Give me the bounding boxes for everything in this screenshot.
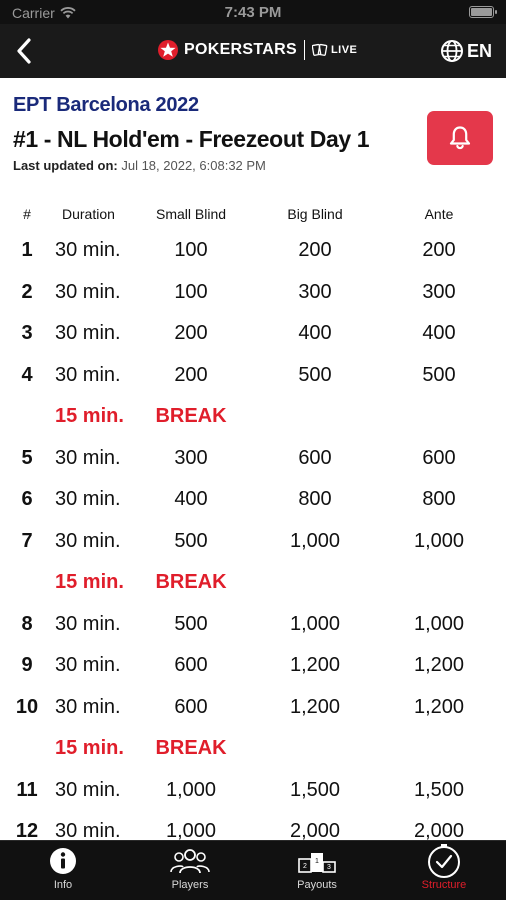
level-row	[0, 687, 506, 729]
break-row	[0, 562, 506, 604]
break-row	[0, 728, 506, 770]
level-number: 6	[21, 488, 33, 511]
big-blind-value: 2,000	[289, 820, 341, 840]
level-row	[0, 770, 506, 812]
brand-name: POKERSTARS	[184, 41, 297, 58]
big-blind-value: 800	[298, 488, 332, 511]
brand-divider	[304, 40, 305, 60]
column-header-big-blind: Big Blind	[287, 205, 343, 222]
tab-payouts-label: Payouts	[297, 879, 337, 891]
carrier-label: Carrier	[12, 5, 55, 21]
column-header-small-blind: Small Blind	[155, 205, 227, 222]
column-header-num: #	[23, 205, 31, 222]
players-icon	[170, 846, 210, 876]
level-duration: 30 min.	[55, 695, 121, 718]
level-row	[0, 438, 506, 480]
level-number: 10	[15, 695, 39, 718]
small-blind-value: 200	[174, 322, 208, 345]
big-blind-value: 1,200	[289, 695, 341, 718]
tab-info[interactable]	[0, 841, 126, 900]
level-row	[0, 479, 506, 521]
clock-icon	[426, 843, 462, 879]
small-blind-value: 600	[174, 695, 208, 718]
table-header-row	[0, 193, 506, 235]
status-bar	[0, 0, 506, 24]
big-blind-value: 500	[298, 363, 332, 386]
cards-icon	[312, 43, 328, 57]
tab-info-label: Info	[53, 879, 73, 891]
level-row	[0, 230, 506, 272]
ante-value: 2,000	[413, 820, 465, 840]
break-label: BREAK	[155, 405, 227, 428]
globe-icon	[440, 39, 464, 63]
tab-players-label: Players	[171, 879, 209, 891]
level-row	[0, 645, 506, 687]
info-icon	[48, 846, 78, 876]
svg-text:2: 2	[303, 863, 307, 870]
level-duration: 30 min.	[55, 488, 121, 511]
big-blind-value: 600	[298, 446, 332, 469]
tab-bar	[0, 840, 506, 900]
level-number: 2	[21, 280, 33, 303]
ante-value: 600	[422, 446, 456, 469]
pokerstars-live-logo	[157, 38, 357, 62]
level-duration: 30 min.	[55, 446, 121, 469]
live-label: LIVE	[330, 44, 358, 56]
small-blind-value: 100	[174, 239, 208, 262]
level-number: 12	[15, 820, 39, 840]
chevron-left-icon	[16, 38, 32, 64]
small-blind-value: 500	[174, 529, 208, 552]
bell-icon	[448, 125, 472, 151]
level-duration: 30 min.	[55, 529, 121, 552]
column-header-ante: Ante	[424, 205, 454, 222]
level-row	[0, 313, 506, 355]
tab-payouts[interactable]	[254, 841, 380, 900]
level-duration: 30 min.	[55, 778, 121, 801]
tournament-title: #1 - NL Hold'em - Freezeout Day 1	[13, 126, 370, 152]
level-number: 4	[21, 363, 33, 386]
big-blind-value: 1,000	[289, 612, 341, 635]
level-number: 7	[21, 529, 33, 552]
column-header-duration: Duration	[62, 205, 115, 222]
ante-value: 1,200	[413, 654, 465, 677]
level-duration: 30 min.	[55, 654, 121, 677]
last-updated-label: Last updated on:	[13, 158, 118, 173]
small-blind-value: 1,000	[165, 820, 217, 840]
level-duration: 30 min.	[55, 820, 121, 840]
break-label: BREAK	[155, 737, 227, 760]
small-blind-value: 600	[174, 654, 208, 677]
ante-value: 400	[422, 322, 456, 345]
small-blind-value: 300	[174, 446, 208, 469]
level-row	[0, 355, 506, 397]
break-duration: 15 min.	[55, 737, 124, 760]
level-duration: 30 min.	[55, 280, 121, 303]
big-blind-value: 1,200	[289, 654, 341, 677]
level-row	[0, 272, 506, 314]
last-updated-value: Jul 18, 2022, 6:08:32 PM	[121, 158, 266, 173]
last-updated	[13, 158, 266, 173]
podium-icon	[298, 848, 336, 874]
level-number: 8	[21, 612, 33, 635]
ante-value: 200	[422, 239, 456, 262]
big-blind-value: 1,000	[289, 529, 341, 552]
ante-value: 800	[422, 488, 456, 511]
ante-value: 1,000	[413, 612, 465, 635]
big-blind-value: 200	[298, 239, 332, 262]
break-label: BREAK	[155, 571, 227, 594]
tab-players[interactable]	[127, 841, 253, 900]
language-selector[interactable]	[440, 39, 492, 63]
pokerstars-star-icon	[157, 39, 179, 61]
level-number: 1	[21, 239, 33, 262]
ante-value: 500	[422, 363, 456, 386]
small-blind-value: 200	[174, 363, 208, 386]
back-button[interactable]	[8, 34, 40, 68]
level-number: 3	[21, 322, 33, 345]
break-duration: 15 min.	[55, 405, 124, 428]
tab-structure[interactable]	[381, 841, 506, 900]
event-name: EPT Barcelona 2022	[13, 94, 199, 116]
level-duration: 30 min.	[55, 612, 121, 635]
big-blind-value: 300	[298, 280, 332, 303]
break-row	[0, 396, 506, 438]
svg-text:1: 1	[315, 858, 319, 865]
structure-table[interactable]	[0, 190, 506, 840]
level-row	[0, 521, 506, 563]
ante-value: 1,000	[413, 529, 465, 552]
level-duration: 30 min.	[55, 239, 121, 262]
tab-structure-label: Structure	[421, 879, 467, 891]
battery-icon	[469, 6, 494, 18]
status-time: 7:43 PM	[224, 4, 282, 21]
big-blind-value: 400	[298, 322, 332, 345]
language-label: EN	[466, 40, 492, 61]
svg-text:3: 3	[327, 864, 331, 871]
level-number: 11	[16, 778, 38, 801]
nav-bar	[0, 24, 506, 78]
level-row	[0, 604, 506, 646]
break-duration: 15 min.	[55, 571, 124, 594]
small-blind-value: 400	[174, 488, 208, 511]
notification-button[interactable]	[427, 111, 493, 165]
level-duration: 30 min.	[55, 322, 121, 345]
small-blind-value: 1,000	[165, 778, 217, 801]
live-badge	[312, 43, 357, 57]
ante-value: 1,200	[413, 695, 465, 718]
small-blind-value: 100	[174, 280, 208, 303]
big-blind-value: 1,500	[289, 778, 341, 801]
level-duration: 30 min.	[55, 363, 121, 386]
level-number: 5	[21, 446, 33, 469]
level-number: 9	[21, 654, 33, 677]
ante-value: 1,500	[413, 778, 465, 801]
level-row	[0, 811, 506, 840]
ante-value: 300	[422, 280, 456, 303]
small-blind-value: 500	[174, 612, 208, 635]
tournament-header	[0, 78, 506, 190]
